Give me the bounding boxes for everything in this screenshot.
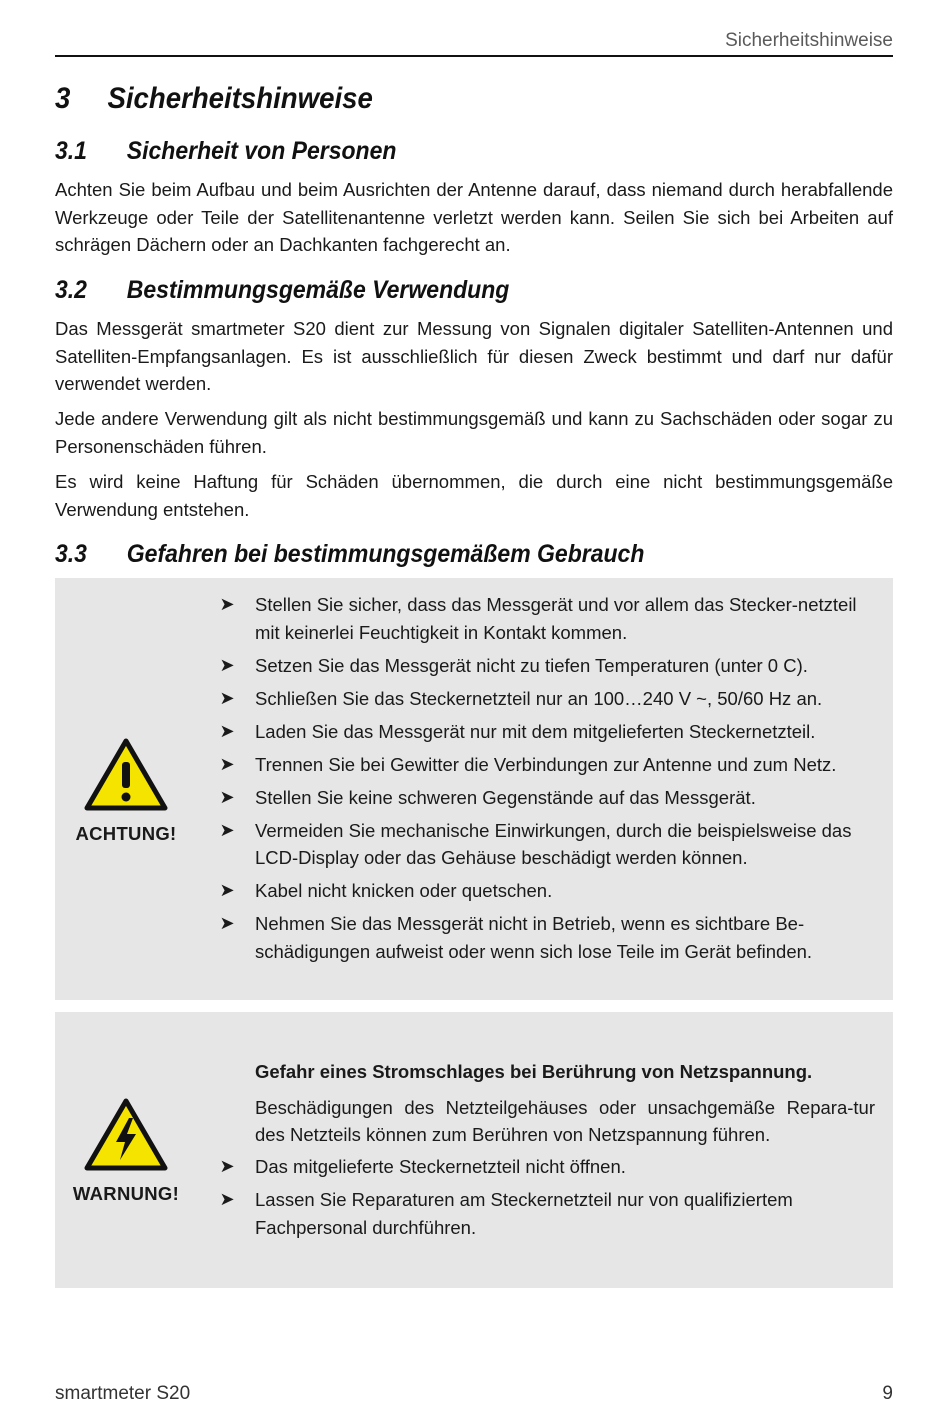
list-item — [217, 652, 877, 680]
list-item-text: Trennen Sie bei Gewitter die Verbindungen zur Antenne und zum Netz. — [255, 753, 837, 775]
list-item-text: Lassen Sie Reparaturen am Steckernetzteil nur von qualifiziertem Fachpersonal durchführen. — [255, 1189, 793, 1238]
warning-title-text: Gefahr eines Stromschlages bei Berührung von Netzspannung. — [255, 1061, 813, 1082]
arrow-bullet-icon: ➤ — [219, 594, 235, 614]
list-item — [217, 751, 877, 779]
footer-page-number: 9 — [882, 1383, 893, 1404]
list-item — [217, 910, 877, 965]
arrow-bullet-icon: ➤ — [219, 880, 235, 900]
warning-box — [55, 1012, 893, 1288]
list-item-text: Laden Sie das Messgerät nur mit dem mitgelieferten Steckernetzteil. — [255, 720, 816, 742]
warning-label: WARNUNG! — [72, 1183, 180, 1204]
arrow-bullet-icon: ➤ — [219, 654, 235, 675]
list-item-text: Stellen Sie keine schweren Gegenstände auf das Messgerät. — [255, 786, 756, 808]
arrow-bullet-icon: ➤ — [219, 753, 235, 774]
chapter-title: Sicherheitshinweise — [107, 82, 373, 115]
list-item-text: Setzen Sie das Messgerät nicht zu tiefen Temperaturen (unter 0 C). — [255, 654, 808, 676]
caution-icon-column — [55, 738, 197, 845]
section-3-2-paragraph-3: Es wird keine Haftung für Schäden übernommen, die durch eine nicht bestimmungsgemäße Verwendung entstehen. — [55, 471, 893, 520]
list-item — [217, 1153, 877, 1181]
section-title: Bestimmungsgemäße Verwendung — [126, 276, 510, 304]
arrow-bullet-icon: ➤ — [219, 913, 235, 933]
list-item-text: Schließen Sie das Steckernetzteil nur an 100…240 V ~, 50/60 Hz an. — [255, 687, 823, 709]
header-rule — [55, 55, 893, 57]
footer-product: smartmeter S20 — [55, 1383, 191, 1404]
list-item — [217, 877, 877, 905]
running-header: Sicherheitshinweise — [725, 30, 893, 51]
section-number: 3.1 — [55, 137, 87, 165]
arrow-bullet-icon: ➤ — [219, 720, 235, 741]
section-heading-3-1 — [55, 137, 396, 166]
electric-shock-warning-triangle-icon — [84, 1098, 168, 1172]
section-3-2-paragraph-1: Das Messgerät smartmeter S20 dient zur Messung von Signalen digitaler Satelliten-Antennen und Satelliten-Empfangsanlagen. Es ist ausschließlich für diesen Zweck bestimmt und darf nur dafür verwendet werden. — [55, 318, 893, 394]
arrow-bullet-icon: ➤ — [219, 786, 235, 807]
section-number: 3.3 — [55, 540, 87, 568]
caution-box — [55, 578, 893, 1000]
section-heading-3-3 — [55, 540, 644, 569]
section-number: 3.2 — [55, 276, 87, 304]
list-item-text: Nehmen Sie das Messgerät nicht in Betrieb, wenn es sichtbare Be-schädigungen aufweist oder wenn sich lose Teile im Gerät befinden. — [255, 913, 813, 962]
chapter-heading — [55, 82, 373, 116]
caution-list — [217, 591, 877, 971]
warning-list — [217, 1153, 877, 1247]
warning-title — [255, 1058, 885, 1085]
list-item — [217, 591, 877, 646]
arrow-bullet-icon: ➤ — [219, 687, 235, 708]
list-item-text: Stellen Sie sicher, dass das Messgerät und vor allem das Stecker-netzteil mit keinerlei Feuchtigkeit in Kontakt kommen. — [255, 594, 857, 643]
list-item-text: Kabel nicht knicken oder quetschen. — [255, 880, 553, 901]
section-title: Sicherheit von Personen — [126, 137, 397, 165]
list-item — [217, 718, 877, 746]
list-item — [217, 817, 877, 872]
arrow-bullet-icon: ➤ — [219, 1156, 235, 1176]
list-item — [217, 1186, 877, 1241]
caution-label: ACHTUNG! — [75, 823, 177, 844]
section-3-1-paragraph: Achten Sie beim Aufbau und beim Ausrichten der Antenne darauf, dass niemand durch herabfallende Werkzeuge oder Teile der Satellitenantenne verletzt werden kann. Seilen Sie sich bei Arbeiten auf schrägen Dächern oder an Dachkanten fachgerecht an. — [55, 179, 893, 255]
arrow-bullet-icon: ➤ — [219, 819, 235, 840]
list-item-text: Das mitgelieferte Steckernetzteil nicht öffnen. — [255, 1156, 626, 1177]
exclamation-warning-triangle-icon — [84, 738, 168, 812]
warning-icon-column — [55, 1098, 197, 1205]
document-page — [55, 0, 893, 1402]
warning-description: Beschädigungen des Netzteilgehäuses oder unsachgemäße Repara-tur des Netzteils können zum Berühren von Netzspannung führen. — [255, 1097, 875, 1145]
section-title: Gefahren bei bestimmungsgemäßem Gebrauch — [126, 540, 645, 568]
section-heading-3-2 — [55, 276, 509, 305]
list-item — [217, 784, 877, 812]
arrow-bullet-icon: ➤ — [219, 1189, 235, 1209]
list-item — [217, 685, 877, 713]
section-3-2-paragraph-2: Jede andere Verwendung gilt als nicht bestimmungsgemäß und kann zu Sachschäden oder sogar zu Personenschäden führen. — [55, 408, 893, 457]
chapter-number: 3 — [55, 82, 71, 115]
list-item-text: Vermeiden Sie mechanische Einwirkungen, durch die beispielsweise das LCD-Display oder das Gehäuse beschädigt werden können. — [255, 819, 852, 868]
